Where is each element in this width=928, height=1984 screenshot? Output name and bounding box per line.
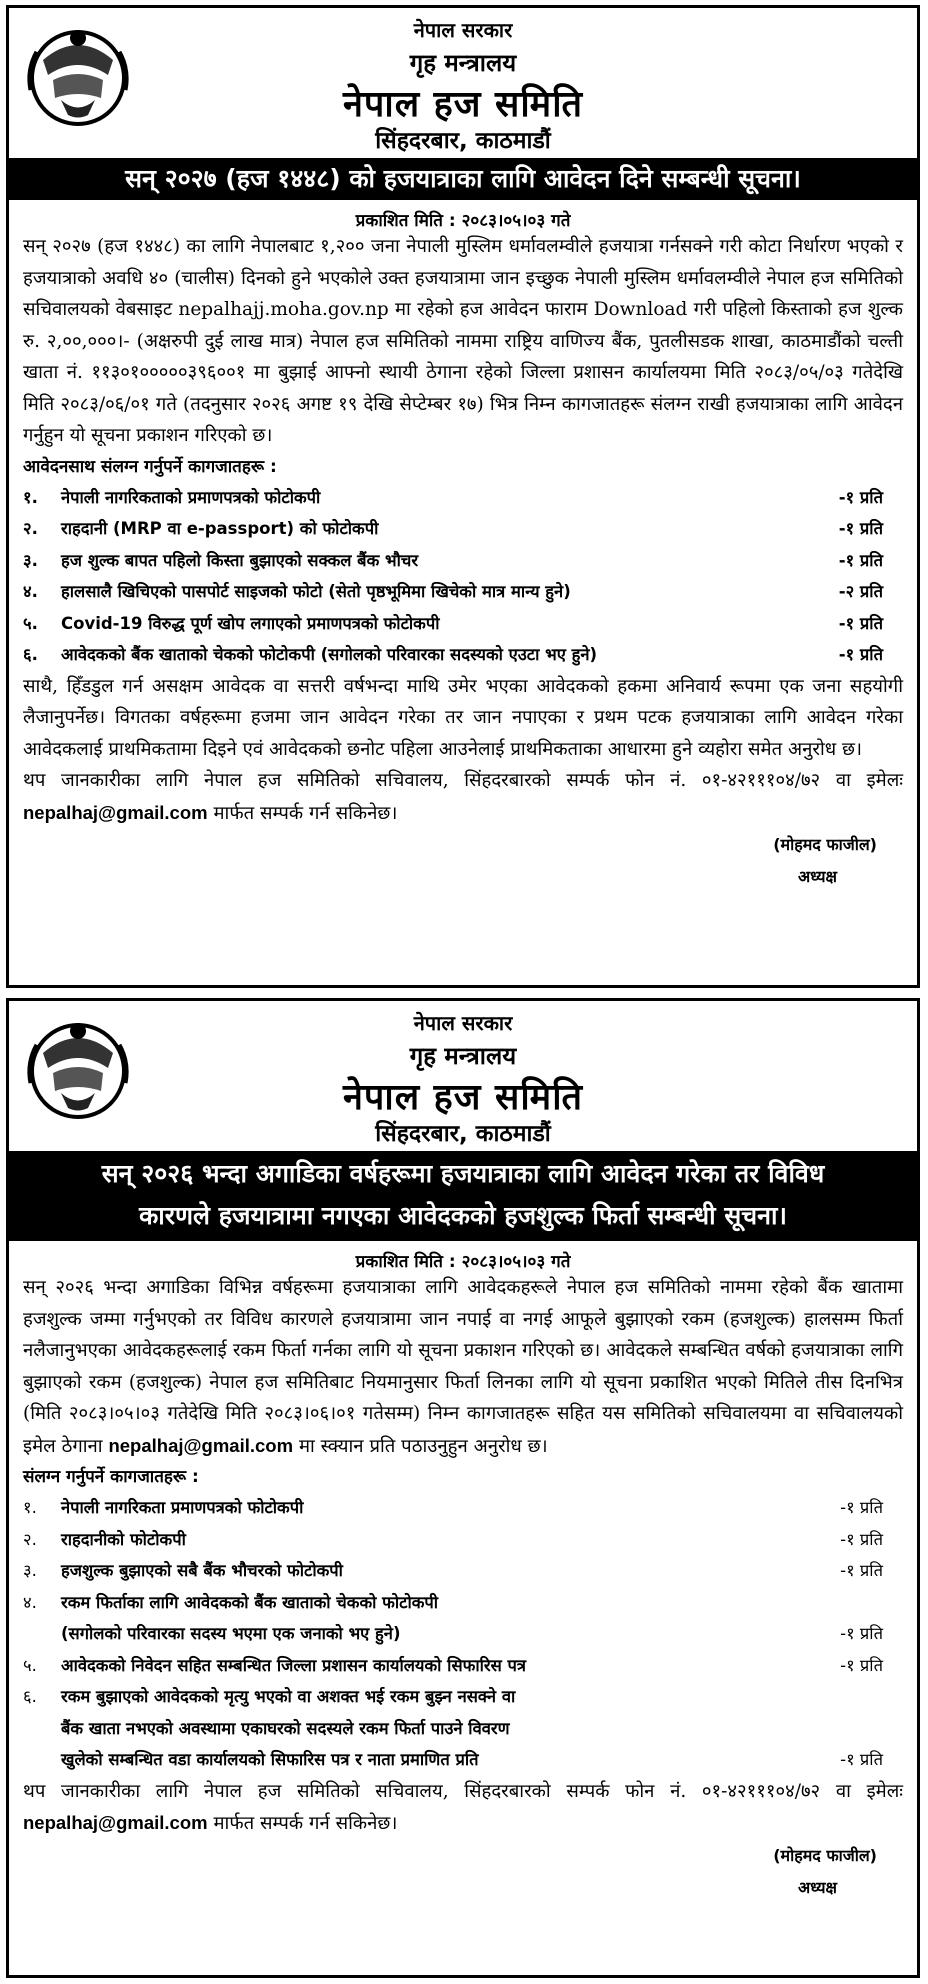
publish-date: प्रकाशित मिति : २०८३।०५।०३ गते: [355, 211, 571, 231]
list-item: ३. हज शुल्क बापत पहिलो किस्ता बुझाएको सक्कल बैंक भौचर -१ प्रति: [23, 550, 883, 570]
ministry-label: गृह मन्त्रालय: [409, 1042, 517, 1070]
ministry-label: गृह मन्त्रालय: [409, 49, 517, 77]
notice-title: [9, 1151, 917, 1241]
email-link[interactable]: nepalhaj@gmail.com: [23, 1812, 208, 1833]
government-label: नेपाल सरकार: [413, 18, 513, 42]
list-item: खुलेको सम्बन्धित वडा कार्यालयको सिफारिस पत्र र नाता प्रमाणित प्रति -१ प्रति: [61, 1750, 883, 1769]
email-link[interactable]: nepalhaj@gmail.com: [108, 1434, 294, 1456]
list-item: ३. हजशुल्क बुझाएको सबै बैंक भौचरको फोटोकपी -१ प्रति: [23, 1561, 883, 1580]
list-item: (सगोलको परिवारका सदस्य भएमा एक जनाको भए हुने) -१ प्रति: [61, 1624, 883, 1643]
signatory-title: अध्यक्ष: [798, 867, 837, 886]
notice-paragraph-2: साथै, हिँडडुल गर्न असक्षम आवेदक वा सत्तरी वर्षभन्दा माथि उमेर भएका आवेदकको हकमा अनिवार्य रूपमा एक जना सहयोगी लैजानुपर्नेछ। विगतका वर्षहरूमा हजमा जान आवेदन गरेका तर जान नपाएका र प्रथम पटक हजयात्राका लागि आवेदन गरेका आवेदकलाई प्राथमिकतामा दिइने एवं आवेदकको छनोट पहिला आउनेलाई प्राथमिकताका आधारमा हुने व्यहोरा समेत अनुरोध छ।: [23, 675, 903, 760]
notice-title-line-2: कारणले हजयात्रामा नगएका आवेदकको हजशुल्क फिर्ता सम्बन्धी सूचना।: [139, 1201, 787, 1230]
list-item: १. नेपाली नागरिकता प्रमाणपत्रको फोटोकपी -१ प्रति: [23, 1498, 883, 1517]
notice-hajj-application: [6, 5, 920, 988]
signature-block: [9, 829, 917, 893]
notice-header: [9, 8, 917, 158]
signatory-name: (मोहमद फाजील): [773, 1845, 877, 1865]
signature-block: [9, 1840, 917, 1904]
list-item: ४. हालसालै खिचिएको पासपोर्ट साइजको फोटो (सेतो पृष्ठभूमिमा खिचेको मात्र मान्य हुने) -२ प्रति: [23, 582, 883, 601]
list-item: बैंक खाता नभएको अवस्थामा एकाघरको सदस्यले रकम फिर्ता पाउने विवरण: [61, 1718, 510, 1738]
list-item: २. राहदानीको फोटोकपी -१ प्रति: [23, 1529, 883, 1549]
list-item: ६. आवेदकको बैंक खाताको चेकको फोटोकपी (सगोलको परिवारका सदस्यको एउटा भए हुने) -१ प्रति: [23, 645, 883, 664]
notice-title-line-1: सन् २०२६ भन्दा अगाडिका वर्षहरूमा हजयात्राका लागि आवेदन गरेका तर विविध: [101, 1159, 825, 1188]
publish-date: प्रकाशित मिति : २०८३।०५।०३ गते: [355, 1252, 571, 1272]
list-item: ६. रकम बुझाएको आवेदकको मृत्यु भएको वा अशक्त भई रकम बुझ्न नसक्ने वा: [23, 1687, 516, 1706]
location-label: सिंहदरबार, काठमाडौं: [375, 128, 551, 154]
list-item: ५. आवेदकको निवेदन सहित सम्बन्धित जिल्ला प्रशासन कार्यालयको सिफारिस पत्र -१ प्रति: [23, 1655, 883, 1675]
list-item: १. नेपाली नागरिकताको प्रमाणपत्रको फोटोकपी -१ प्रति: [23, 487, 883, 507]
organization-name: नेपाल हज समिति: [342, 84, 584, 125]
location-label: सिंहदरबार, काठमाडौं: [375, 1121, 551, 1147]
document-list: [9, 482, 917, 671]
email-link[interactable]: nepalhaj@gmail.com: [23, 801, 208, 823]
list-item: ५. Covid-19 विरुद्ध पूर्ण खोप लगाएको प्रमाणपत्रको फोटोकपी -१ प्रति: [23, 613, 883, 633]
notice-header: [9, 1001, 917, 1151]
list-item: २. राहदानी (MRP वा e-passport) को फोटोकपी -१ प्रति: [23, 519, 883, 538]
list-item: ४. रकम फिर्ताका लागि आवेदकको बैंक खाताको चेकको फोटोकपी: [23, 1592, 439, 1612]
government-label: नेपाल सरकार: [413, 1011, 513, 1035]
notice-body: सन् २०२७ (हज १४४८) का लागि नेपालबाट १,२०० जना नेपाली मुस्लिम धर्मावलम्वीले हजयात्रा गर्नसक्ने गरी कोटा निर्धारण भएको र हजयात्राको अवधि ४० (चालीस) दिनको हुने भएकोले उक्त हजयात्रामा जान इच्छुक नेपाली मुस्लिम धर्मावलम्वीले नेपाल हज समितिको सचिवालयको वेबसाइट nepalhajj.moha.gov.np मा रहेको हज आवेदन फाराम Download गरी पहिलो किस्ताको हज शुल्क रु. २,००,०००।- (अक्षरुपी दुई लाख मात्र) नेपाल हज समितिको नाममा राष्ट्रिय वाणिज्य बैंक, पुतलीसडक शाखा, काठमाडौंको चल्ती खाता नं. ११३०१०००००३९६००१ मा बुझाई आफ्नो स्थायी ठेगाना रहेको जिल्ला प्रशासन कार्यालयमा मिति २०८३/०५/०३ गतेदेखि मिति २०८३/०६/०१ गते (तदनुसार २०२६ अगष्ट १९ देखि सेप्टेम्बर १७) भित्र निम्न कागजातहरू संलग्न राखी हजयात्राका लागि आवेदन गर्नुहुन यो सूचना प्रकाशन गरिएको छ।: [23, 236, 903, 446]
signatory-title: अध्यक्ष: [798, 1877, 837, 1897]
list-title: आवेदनसाथ संलग्न गर्नुपर्ने कागजातहरू :: [23, 456, 277, 477]
notice-title: सन् २०२७ (हज १४४८) को हजयात्राका लागि आवेदन दिने सम्बन्धी सूचना।: [9, 158, 917, 200]
contact-info: थप जानकारीका लागि नेपाल हज समितिको सचिवालय, सिंहदरबारको सम्पर्क फोन नं. ०१-४२१११०४/७२ वा इमेलः nepalhaj@gmail.com मार्फत सम्पर्क गर्न सकिनेछ।: [23, 770, 903, 824]
document-list: [9, 1492, 917, 1776]
notice-hajj-refund: [6, 998, 920, 1978]
notice-body: सन् २०२६ भन्दा अगाडिका विभिन्न वर्षहरूमा हजयात्राका लागि आवेदकहरूले नेपाल हज समितिको नाममा रहेको बैंक खातामा हजशुल्क जम्मा गर्नुभएको तर विविध कारणले हजयात्रामा जान नपाई वा नगई आफूले बुझाएको रकम (हजशुल्क) हालसम्म फिर्ता नलैजानुभएका आवेदकहरूलाई रकम फिर्ता गर्नका लागि यो सूचना प्रकाशन गरिएको छ। आवेदकले सम्बन्धित वर्षको हजयात्राका लागि बुझाएको रकम (हजशुल्क) नेपाल हज समितिबाट नियमानुसार फिर्ता लिनका लागि यो सूचना प्रकाशित भएको मितिले तीस दिनभित्र (मिति २०८३।०५।०३ गतेदेखि मिति २०८३।०६।०१ गतेसम्म) निम्न कागजातहरू सहित यस समितिको सचिवालयमा वा सचिवालयको इमेल ठेगाना nepalhaj@gmail.com मा स्क्यान प्रति पठाउनुहुन अनुरोध छ।: [23, 1277, 904, 1457]
contact-info: थप जानकारीका लागि नेपाल हज समितिको सचिवालय, सिंहदरबारको सम्पर्क फोन नं. ०१-४२१११०४/७२ वा इमेलः nepalhaj@gmail.com मार्फत सम्पर्क गर्न सकिनेछ।: [23, 1780, 903, 1834]
signatory-name: (मोहमद फाजील): [773, 835, 877, 854]
list-title: संलग्न गर्नुपर्ने कागजातहरू :: [23, 1467, 199, 1487]
organization-name: नेपाल हज समिति: [342, 1077, 584, 1118]
